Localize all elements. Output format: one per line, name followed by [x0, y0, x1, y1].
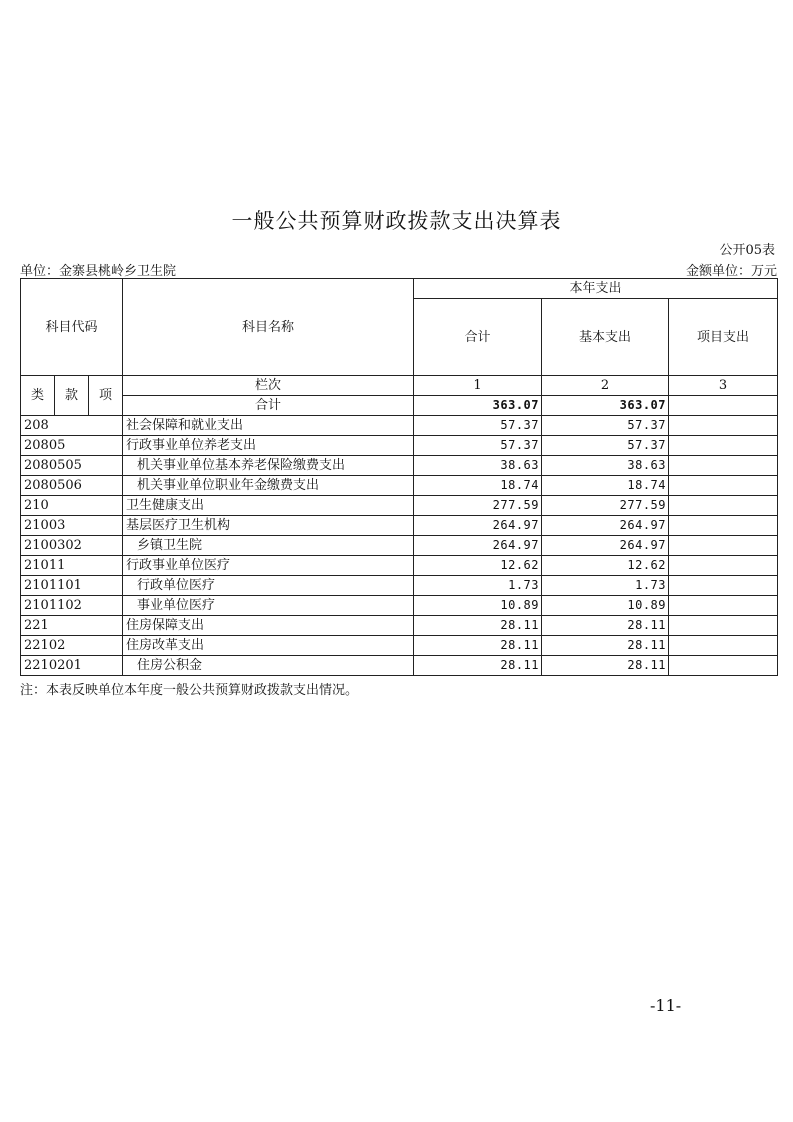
row-total: 57.37 — [414, 416, 542, 436]
row-code: 2210201 — [21, 656, 123, 676]
header-name: 科目名称 — [123, 279, 414, 376]
row-code: 2100302 — [21, 536, 123, 556]
row-basic: 264.97 — [542, 516, 669, 536]
row-project — [669, 656, 778, 676]
row-name: 社会保障和就业支出 — [123, 416, 414, 436]
total-row-project — [669, 396, 778, 416]
total-row-basic: 363.07 — [542, 396, 669, 416]
row-name: 乡镇卫生院 — [123, 536, 414, 556]
form-number: 公开05表 — [719, 243, 775, 258]
table-row — [21, 536, 778, 556]
row-name: 基层医疗卫生机构 — [123, 516, 414, 536]
row-basic: 264.97 — [542, 536, 669, 556]
row-basic: 28.11 — [542, 636, 669, 656]
row-name: 住房保障支出 — [123, 616, 414, 636]
row-name: 机关事业单位基本养老保险缴费支出 — [123, 456, 414, 476]
expenditure-table — [20, 278, 778, 676]
row-name: 行政事业单位医疗 — [123, 556, 414, 576]
table-row — [21, 656, 778, 676]
header-xiang: 项 — [89, 376, 123, 416]
row-project — [669, 496, 778, 516]
total-row-label: 合计 — [123, 396, 414, 416]
page-title: 一般公共预算财政拨款支出决算表 — [231, 209, 562, 233]
column-index-1: 1 — [414, 376, 542, 396]
row-basic: 38.63 — [542, 456, 669, 476]
row-code: 21003 — [21, 516, 123, 536]
amount-unit-label: 金额单位：万元 — [685, 264, 777, 279]
row-basic: 1.73 — [542, 576, 669, 596]
column-index-2: 2 — [542, 376, 669, 396]
total-row-total: 363.07 — [414, 396, 542, 416]
row-code: 210 — [21, 496, 123, 516]
row-total: 12.62 — [414, 556, 542, 576]
row-project — [669, 636, 778, 656]
table-row — [21, 516, 778, 536]
table-row — [21, 416, 778, 436]
row-code: 2101102 — [21, 596, 123, 616]
row-basic: 57.37 — [542, 436, 669, 456]
table-row — [21, 476, 778, 496]
row-code: 2080506 — [21, 476, 123, 496]
row-total: 18.74 — [414, 476, 542, 496]
row-total: 264.97 — [414, 536, 542, 556]
row-basic: 12.62 — [542, 556, 669, 576]
table-row — [21, 436, 778, 456]
header-total: 合计 — [414, 299, 542, 376]
row-basic: 57.37 — [542, 416, 669, 436]
row-total: 277.59 — [414, 496, 542, 516]
unit-label: 单位：金寨县桃岭乡卫生院 — [20, 264, 177, 279]
header-basic: 基本支出 — [542, 299, 669, 376]
table-row — [21, 636, 778, 656]
row-code: 21011 — [21, 556, 123, 576]
row-code: 2101101 — [21, 576, 123, 596]
row-code: 221 — [21, 616, 123, 636]
row-basic: 28.11 — [542, 656, 669, 676]
row-name: 卫生健康支出 — [123, 496, 414, 516]
table-row — [21, 456, 778, 476]
row-total: 28.11 — [414, 656, 542, 676]
row-total: 10.89 — [414, 596, 542, 616]
row-name: 机关事业单位职业年金缴费支出 — [123, 476, 414, 496]
row-project — [669, 516, 778, 536]
row-name: 事业单位医疗 — [123, 596, 414, 616]
row-project — [669, 436, 778, 456]
row-project — [669, 476, 778, 496]
row-project — [669, 596, 778, 616]
row-basic: 10.89 — [542, 596, 669, 616]
row-basic: 277.59 — [542, 496, 669, 516]
page-number: -11- — [650, 996, 682, 1015]
column-index-label: 栏次 — [123, 376, 414, 396]
row-project — [669, 556, 778, 576]
row-name: 住房公积金 — [123, 656, 414, 676]
table-row — [21, 596, 778, 616]
header-code: 科目代码 — [21, 279, 123, 376]
total-row — [21, 396, 778, 416]
row-code: 208 — [21, 416, 123, 436]
row-project — [669, 536, 778, 556]
table-row — [21, 576, 778, 596]
table-row — [21, 556, 778, 576]
table-row — [21, 616, 778, 636]
table-row — [21, 496, 778, 516]
table-note: 注：本表反映单位本年度一般公共预算财政拨款支出情况。 — [20, 683, 359, 698]
row-total: 264.97 — [414, 516, 542, 536]
row-code: 20805 — [21, 436, 123, 456]
header-kuan: 款 — [55, 376, 89, 416]
row-code: 22102 — [21, 636, 123, 656]
row-total: 28.11 — [414, 616, 542, 636]
row-basic: 18.74 — [542, 476, 669, 496]
row-total: 57.37 — [414, 436, 542, 456]
row-project — [669, 416, 778, 436]
column-index-3: 3 — [669, 376, 778, 396]
row-basic: 28.11 — [542, 616, 669, 636]
header-lei: 类 — [21, 376, 55, 416]
row-total: 1.73 — [414, 576, 542, 596]
row-total: 38.63 — [414, 456, 542, 476]
row-name: 行政事业单位养老支出 — [123, 436, 414, 456]
row-name: 住房改革支出 — [123, 636, 414, 656]
unit-row — [20, 260, 777, 278]
row-project — [669, 576, 778, 596]
row-total: 28.11 — [414, 636, 542, 656]
header-current-year: 本年支出 — [414, 279, 778, 299]
row-code: 2080505 — [21, 456, 123, 476]
row-name: 行政单位医疗 — [123, 576, 414, 596]
row-project — [669, 456, 778, 476]
row-project — [669, 616, 778, 636]
header-project: 项目支出 — [669, 299, 778, 376]
